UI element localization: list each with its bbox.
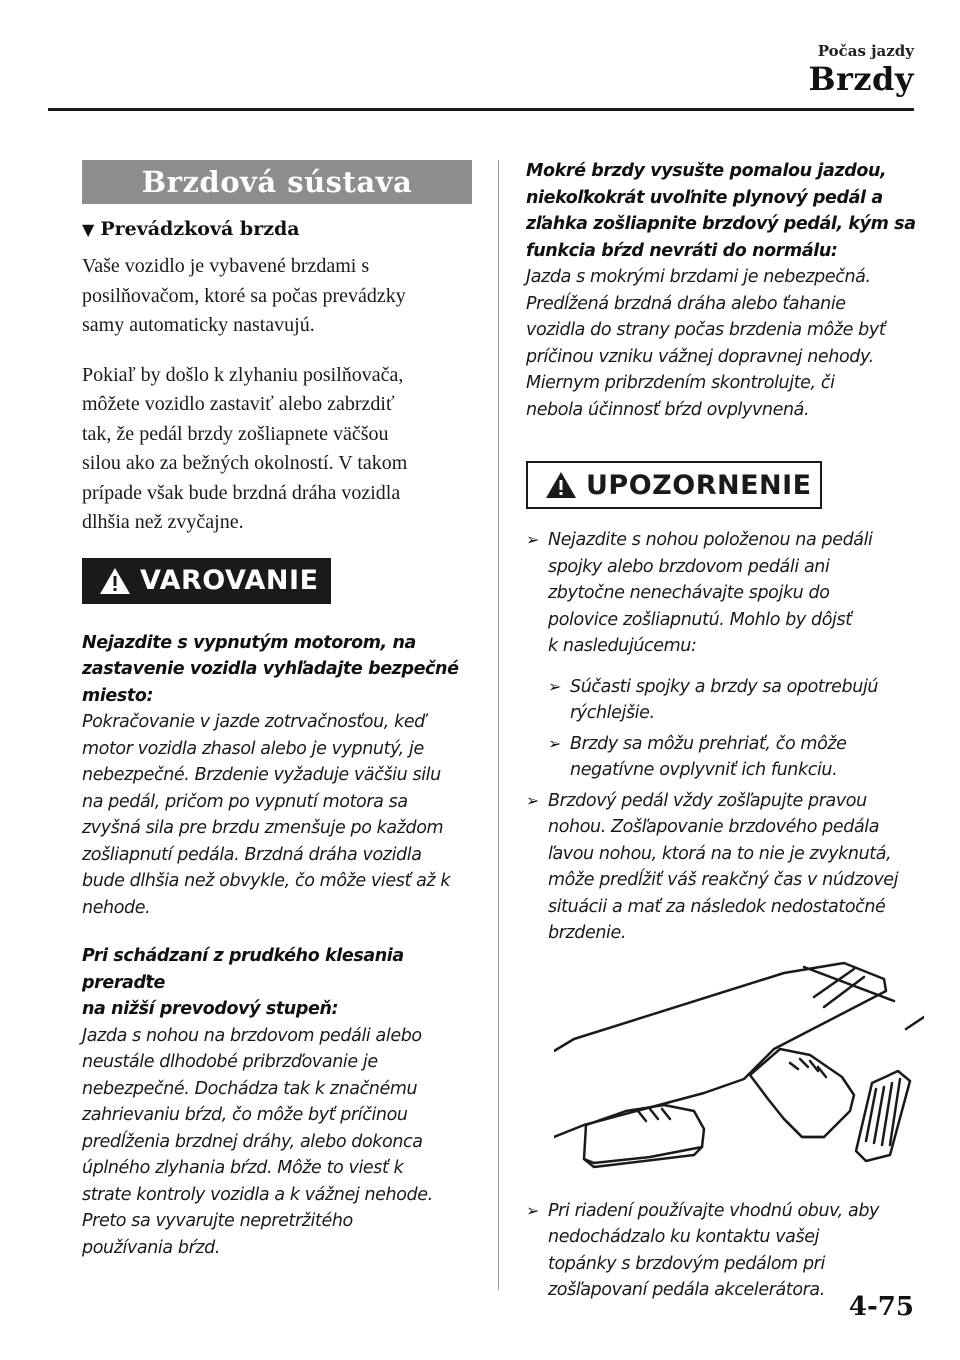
text-line: silou ako za bežných okolností. V takom: [82, 452, 408, 474]
text-line: zastavenie vozidla vyhľadajte bezpečné: [82, 659, 459, 679]
text-line: nedochádzalo ku kontaktu vašej: [548, 1227, 820, 1247]
caution-block: [526, 461, 918, 509]
list-item: [526, 527, 918, 660]
text-line: zľahka zošliapnite brzdový pedál, kým sa: [526, 214, 916, 234]
left-column: [82, 160, 472, 1261]
list-item-text: [570, 677, 878, 724]
text-line: Vaše vozidlo je vybavené brzdami s: [82, 255, 370, 277]
text-line: úplného zlyhania bŕzd. Môže to viesť k: [82, 1158, 404, 1178]
caution-label: [526, 461, 822, 509]
text-line: zbytočne nenechávajte spojku do: [548, 583, 830, 603]
right-column: [526, 158, 918, 1304]
warning-triangle-icon: [98, 566, 132, 596]
text-line: na pedál, pričom po vypnutí motora sa: [82, 791, 408, 812]
arrow-bullet-icon: ➢: [526, 530, 540, 549]
text-line: Nejazdite s nohou položenou na pedáli: [548, 530, 873, 550]
text-line: môže predĺžiť váš reakčný čas v núdzovej: [548, 870, 899, 890]
text-line: k nasledujúcemu:: [548, 636, 697, 656]
warning-item-title: [526, 158, 918, 264]
text-line: nebezpečné. Dochádza tak k značnému: [82, 1078, 418, 1099]
warning-item: [82, 943, 472, 1261]
text-line: Nejazdite s vypnutým motorom, na: [82, 632, 416, 653]
text-line: používania bŕzd.: [82, 1237, 221, 1258]
text-line: Súčasti spojky a brzdy sa opotrebujú: [570, 676, 879, 697]
triangle-down-icon: ▼: [82, 220, 95, 239]
text-line: Jazda s mokrými brzdami je nebezpečná.: [526, 267, 871, 287]
text-line: Preto sa vyvarujte nepretržitého: [82, 1211, 353, 1231]
text-line: zvyšná sila pre brzdu zmenšuje po každom: [82, 818, 444, 838]
text-line: predĺženia brzdnej dráhy, alebo dokonca: [82, 1131, 423, 1152]
warning-item: [82, 630, 472, 922]
sub-list-item: [548, 674, 918, 727]
text-line: nebola účinnosť bŕzd ovplyvnená.: [526, 399, 810, 420]
warning-item-text: [526, 264, 918, 423]
text-line: Pokiaľ by došlo k zlyhaniu posilňovača,: [82, 363, 404, 386]
text-line: Pri riadení používajte vhodnú obuv, aby: [548, 1200, 879, 1221]
text-line: príčinou vzniku vážnej dopravnej nehody.: [526, 346, 874, 367]
paragraph: [82, 252, 472, 341]
warning-block: [82, 558, 472, 604]
text-line: zošľapovaní pedála akcelerátora.: [548, 1280, 825, 1300]
text-line: nohou. Zošľapovanie brzdového pedála: [548, 817, 880, 837]
text-line: brzdenie.: [548, 923, 627, 943]
text-line: Predĺžená brzdná dráha alebo ťahanie: [526, 293, 846, 314]
text-line: neustále dlhodobé pribrzďovanie je: [82, 1052, 378, 1072]
list-item-text: [570, 734, 847, 781]
text-line: Brzdy sa môžu prehriať, čo môže: [570, 733, 847, 754]
text-line: zahrievaniu bŕzd, čo môže byť príčinou: [82, 1105, 408, 1125]
warning-item-text: [82, 1023, 472, 1262]
text-line: tak, že pedál brzdy zošliapnete väčšou: [82, 422, 389, 445]
text-line: niekoľkokrát uvoľnite plynový pedál a: [526, 187, 883, 208]
arrow-bullet-icon: ➢: [526, 790, 540, 810]
text-line: posilňovačom, ktoré sa počas prevádzky: [82, 284, 406, 307]
header-chapter-title: Brzdy: [808, 60, 914, 98]
text-line: spojky alebo brzdovom pedáli ani: [548, 556, 830, 577]
text-line: Miernym pribrzdením skontrolujte, či: [526, 373, 835, 393]
column-divider: [498, 160, 499, 1290]
foot-on-pedal-illustration: [554, 959, 924, 1179]
text-line: na nižší prevodový stupeň:: [82, 999, 339, 1019]
text-line: rýchlejšie.: [570, 703, 655, 723]
arrow-bullet-icon: ➢: [548, 733, 562, 753]
text-line: Pri schádzaní z prudkého klesania preraďte: [82, 946, 404, 993]
text-line: prípade však bude brzdná dráha vozidla: [82, 481, 401, 504]
warning-item: [526, 158, 918, 423]
sub-list-item: [548, 731, 918, 784]
text-line: Pokračovanie v jazde zotrvačnosťou, keď: [82, 712, 425, 732]
text-line: negatívne ovplyvniť ich funkciu.: [570, 760, 838, 780]
warning-triangle-icon: [544, 470, 578, 500]
list-item-text: [548, 1201, 879, 1301]
text-line: topánky s brzdovým pedálom pri: [548, 1253, 825, 1274]
header-section: Počas jazdy: [817, 42, 914, 60]
warning-item-text: [82, 709, 472, 921]
caution-list: [526, 527, 918, 1304]
caution-label-text: UPOZORNENIE: [586, 469, 812, 501]
subsection-heading: [82, 218, 472, 240]
text-line: nebezpečné. Brzdenie vyžaduje väčšiu silu: [82, 765, 441, 785]
warning-label: [82, 558, 331, 604]
header-rule: [48, 108, 914, 111]
text-line: Mokré brzdy vysušte pomalou jazdou,: [526, 161, 887, 181]
text-line: Jazda s nohou na brzdovom pedáli alebo: [82, 1025, 422, 1046]
warning-item-title: [82, 630, 472, 710]
list-item: [526, 788, 918, 947]
pedal-illustration: [554, 959, 918, 1184]
text-line: dlhšia než zvyčajne.: [82, 511, 244, 533]
text-line: polovice zošliapnutú. Mohlo by dôjsť: [548, 609, 852, 630]
arrow-bullet-icon: ➢: [548, 676, 562, 696]
text-line: zošliapnutí pedála. Brzdná dráha vozidla: [82, 844, 422, 865]
text-line: strate kontroly vozidla a k vážnej nehode.: [82, 1184, 433, 1205]
text-line: miesto:: [82, 685, 154, 706]
list-item-text: [548, 791, 898, 944]
text-line: nehode.: [82, 897, 151, 918]
paragraph: [82, 361, 472, 538]
text-line: bude dlhšia než obvykle, čo môže viesť až k: [82, 871, 451, 891]
text-line: samy automaticky nastavujú.: [82, 314, 315, 336]
text-line: funkcia bŕzd nevráti do normálu:: [526, 240, 838, 261]
text-line: môžete vozidlo zastaviť alebo zabrzdiť: [82, 393, 395, 415]
list-item: [526, 1198, 918, 1304]
text-line: vozidla do strany počas brzdenia môže byť: [526, 320, 886, 340]
warning-label-text: VAROVANIE: [140, 565, 319, 596]
text-line: Brzdový pedál vždy zošľapujte pravou: [548, 790, 867, 811]
page-number: 4-75: [848, 1292, 914, 1322]
text-line: motor vozidla zhasol alebo je vypnutý, je: [82, 738, 424, 759]
arrow-bullet-icon: ➢: [526, 1200, 540, 1220]
warning-item-title: [82, 943, 472, 1023]
list-item-text: [548, 530, 873, 656]
text-line: ľavou nohou, ktorá na to nie je zvyknutá,: [548, 843, 892, 864]
text-line: situácii a mať za následok nedostatočné: [548, 896, 886, 917]
subsection-title: Prevádzková brzda: [100, 218, 300, 240]
section-title: Brzdová sústava: [82, 160, 472, 204]
